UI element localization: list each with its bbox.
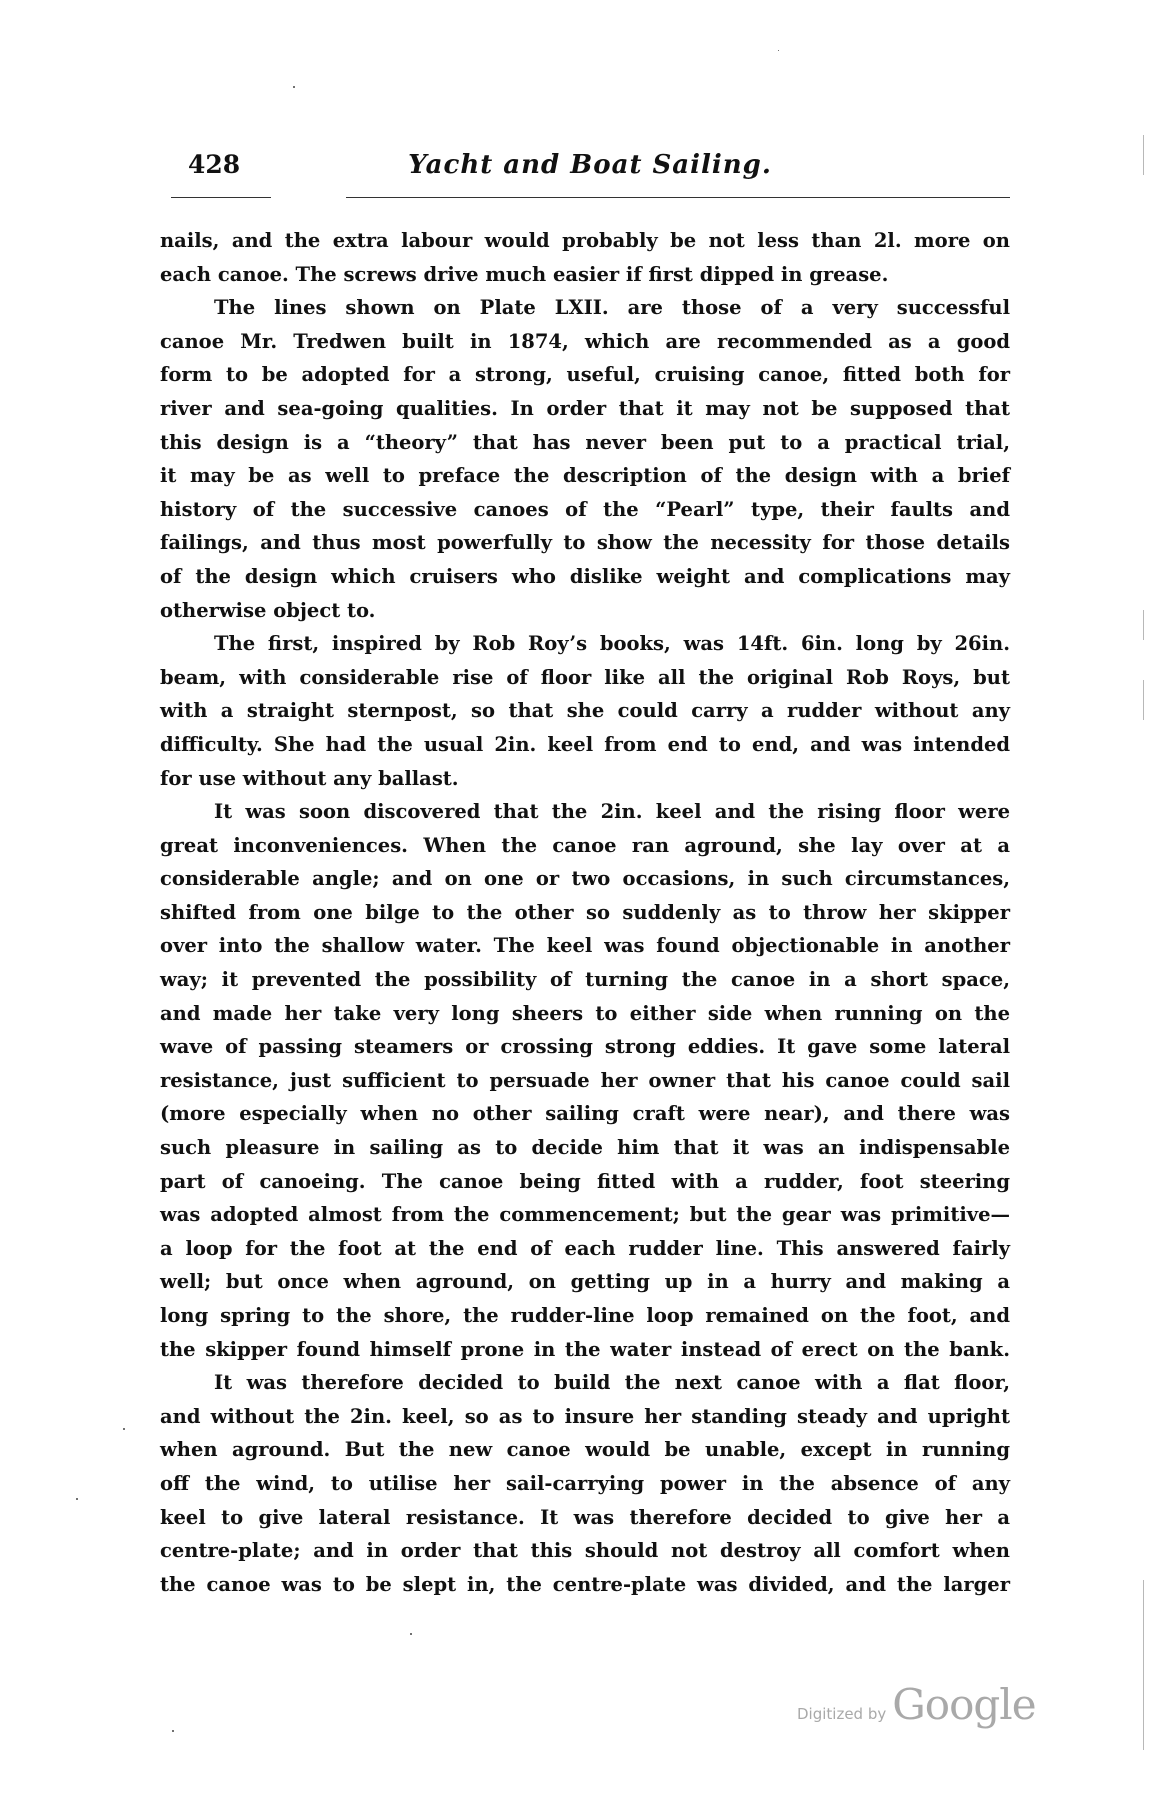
text-line: a loop for the foot at the end of each rudder line. This answered fairly (160, 1236, 1010, 1260)
text-line: when aground. But the new canoe would be unable, except in running (160, 1438, 1010, 1462)
text-line: keel to give lateral resistance. It was therefore decided to give her a (160, 1505, 1010, 1529)
text-line: centre-plate; and in order that this should not destroy all comfort when (160, 1539, 1010, 1563)
text-line: for use without any ballast. (160, 766, 459, 790)
text-line: considerable angle; and on one or two occasions, in such circumstances, (160, 867, 1010, 891)
paragraph (160, 627, 1010, 795)
header-rule-right (346, 197, 1010, 198)
running-head (160, 150, 1010, 190)
scan-edge-mark (1143, 680, 1144, 720)
text-line: was adopted almost from the commencement; but the gear was primitive— (160, 1203, 1010, 1227)
text-line: of the design which cruisers who dislike weight and complications may (160, 564, 1010, 588)
scan-edge-mark (1143, 1580, 1144, 1750)
text-line: it may be as well to preface the description of the design with a brief (160, 464, 1010, 488)
text-line: beam, with considerable rise of floor like all the original Rob Roys, but (160, 665, 1010, 689)
text-line: river and sea-going qualities. In order that it may not be supposed that (160, 396, 1010, 420)
text-line: It was soon discovered that the 2in. keel and the rising floor were (214, 800, 1010, 824)
scan-edge-mark (1143, 135, 1144, 175)
running-title: Yacht and Boat Sailing. (408, 150, 772, 180)
google-logo-text: Google (892, 1680, 1036, 1729)
text-line: history of the successive canoes of the “Pearl” type, their faults and (160, 497, 1010, 521)
text-line: the canoe was to be slept in, the centre-plate was divided, and the larger (160, 1572, 1010, 1596)
text-line: such pleasure in sailing as to decide him that it was an indispensable (160, 1136, 1010, 1160)
paragraph (160, 795, 1010, 1366)
scan-edge-mark (1143, 610, 1144, 640)
text-line: otherwise object to. (160, 598, 376, 622)
watermark-prefix: Digitized by (797, 1705, 887, 1723)
text-line: long spring to the shore, the rudder-line loop remained on the foot, and (160, 1304, 1010, 1327)
text-line: The first, inspired by Rob Roy’s books, was 14ft. 6in. long by 26in. (214, 632, 1010, 656)
text-line: difficulty. She had the usual 2in. keel from end to end, and was intended (160, 732, 1010, 756)
text-line: wave of passing steamers or crossing strong eddies. It gave some lateral (160, 1035, 1010, 1059)
text-line: canoe Mr. Tredwen built in 1874, which are recommended as a good (160, 329, 1010, 353)
text-line: The lines shown on Plate LXII. are those of a very successful (214, 296, 1010, 320)
scan-speck (410, 1633, 412, 1635)
body-text (160, 224, 1010, 1601)
text-line: form to be adopted for a strong, useful, cruising canoe, fitted both for (160, 363, 1010, 387)
text-line: with a straight sternpost, so that she could carry a rudder without any (160, 699, 1010, 723)
text-line: great inconveniences. When the canoe ran aground, she lay over at a (160, 833, 1010, 857)
text-line: nails, and the extra labour would probably be not less than 2l. more on (160, 229, 1010, 252)
scan-speck (76, 1498, 78, 1500)
digitized-by-google-watermark (797, 1680, 1036, 1729)
header-rule-left (171, 197, 271, 198)
text-line: failings, and thus most powerfully to show the necessity for those details (160, 531, 1010, 555)
text-line: off the wind, to utilise her sail-carrying power in the absence of any (160, 1471, 1010, 1495)
text-line: and without the 2in. keel, so as to insure her standing steady and upright (160, 1404, 1010, 1428)
text-line: shifted from one bilge to the other so suddenly as to throw her skipper (160, 900, 1010, 924)
text-line: resistance, just sufficient to persuade her owner that his canoe could sail (160, 1068, 1010, 1092)
scan-speck (123, 1428, 125, 1430)
paragraph (160, 291, 1010, 627)
paragraph (160, 1366, 1010, 1601)
text-line: over into the shallow water. The keel was found objectionable in another (160, 934, 1010, 958)
scan-speck (172, 1730, 174, 1732)
text-line: part of canoeing. The canoe being fitted with a rudder, foot steering (160, 1169, 1010, 1193)
page-number: 428 (188, 150, 241, 179)
text-line: and made her take very long sheers to either side when running on the (160, 1001, 1010, 1025)
scan-speck (778, 50, 779, 51)
text-line: (more especially when no other sailing craft were near), and there was (160, 1102, 1010, 1126)
text-line: each canoe. The screws drive much easier if first dipped in grease. (160, 262, 889, 286)
text-line: way; it prevented the possibility of turning the canoe in a short space, (160, 968, 1010, 992)
text-line: It was therefore decided to build the next canoe with a flat floor, (214, 1371, 1010, 1395)
text-line: well; but once when aground, on getting up in a hurry and making a (160, 1270, 1010, 1294)
text-line: this design is a “theory” that has never been put to a practical trial, (160, 430, 1010, 454)
scan-speck (293, 86, 295, 88)
paragraph (160, 224, 1010, 291)
text-line: the skipper found himself prone in the water instead of erect on the bank. (160, 1337, 1010, 1361)
